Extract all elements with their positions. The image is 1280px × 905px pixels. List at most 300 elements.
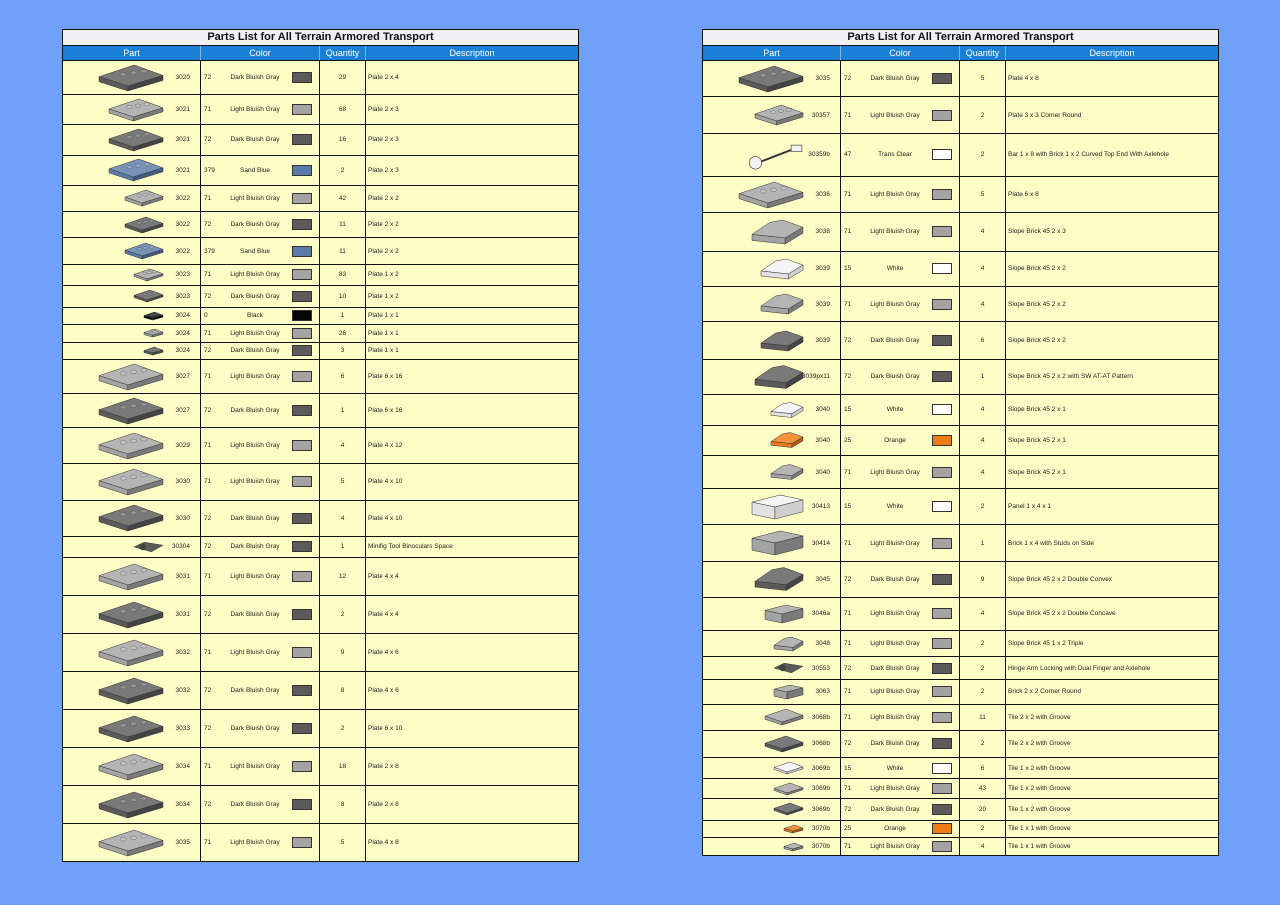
description-cell: Plate 2 x 2 <box>368 247 399 255</box>
color-cell <box>841 134 960 176</box>
parts-list-sheet-right <box>702 29 1219 856</box>
color-name: Light Bluish Gray <box>870 843 920 851</box>
table-row <box>63 710 578 748</box>
color-swatch <box>292 541 312 552</box>
description-cell: Slope Brick 45 2 x 2 <box>1008 300 1066 308</box>
color-cell <box>201 308 320 325</box>
color-swatch <box>932 841 952 852</box>
quantity-cell: 4 <box>960 395 1006 424</box>
color-cell <box>201 786 320 823</box>
table-row <box>703 705 1218 732</box>
parts-table-body <box>63 61 578 861</box>
part-number: 3022 <box>175 194 190 202</box>
quantity-cell: 2 <box>320 156 366 185</box>
part-thumbnail-icon <box>63 156 165 185</box>
color-cell <box>841 97 960 132</box>
color-swatch <box>932 299 952 310</box>
part-number: 3034 <box>175 801 190 809</box>
color-cell <box>841 598 960 630</box>
part-thumbnail-icon <box>63 394 165 427</box>
color-name: White <box>886 764 904 772</box>
color-name: Trans Clear <box>878 151 912 159</box>
color-swatch <box>292 837 312 848</box>
description-cell: Plate 2 x 8 <box>368 801 399 809</box>
part-number: 3024 <box>175 329 190 337</box>
part-cell <box>63 537 201 557</box>
part-cell <box>703 61 841 96</box>
quantity-cell: 2 <box>960 731 1006 757</box>
part-number: 30553 <box>811 664 830 672</box>
part-number: 3033 <box>175 725 190 733</box>
color-id: 72 <box>204 611 212 619</box>
color-id: 71 <box>204 106 212 114</box>
part-number: 3020 <box>175 74 190 82</box>
color-cell <box>841 287 960 321</box>
color-name: Dark Bluish Gray <box>230 801 280 809</box>
table-row <box>63 212 578 238</box>
color-name: White <box>886 265 904 273</box>
description-cell: Slope Brick 45 2 x 1 <box>1008 436 1066 444</box>
color-cell <box>841 821 960 838</box>
color-swatch <box>292 723 312 734</box>
quantity-cell: 1 <box>960 360 1006 394</box>
table-row <box>63 428 578 464</box>
description-cell: Slope Brick 45 2 x 1 <box>1008 406 1066 414</box>
table-row <box>63 596 578 634</box>
part-cell <box>63 186 201 211</box>
part-number: 3021 <box>175 166 190 174</box>
color-name: Light Bluish Gray <box>870 468 920 476</box>
color-swatch <box>292 761 312 772</box>
part-thumbnail-icon <box>703 657 805 679</box>
quantity-cell: 3 <box>320 343 366 360</box>
part-number: 3068b <box>811 740 830 748</box>
color-name: Dark Bluish Gray <box>230 725 280 733</box>
table-row <box>63 125 578 155</box>
color-cell <box>201 596 320 633</box>
description-cell: Plate 2 x 4 <box>368 74 399 82</box>
color-swatch <box>932 435 952 446</box>
table-row <box>703 360 1218 395</box>
part-number: 3039 <box>815 265 830 273</box>
part-thumbnail-icon <box>703 758 805 779</box>
part-cell <box>63 501 201 536</box>
part-cell <box>63 634 201 671</box>
color-id: 15 <box>844 406 852 414</box>
color-swatch <box>292 647 312 658</box>
part-number: 3030 <box>175 478 190 486</box>
description-cell: Plate 4 x 10 <box>368 514 403 522</box>
part-number: 3024 <box>175 312 190 320</box>
description-cell: Plate 4 x 4 <box>368 611 399 619</box>
part-cell <box>63 238 201 263</box>
part-number: 3030 <box>175 514 190 522</box>
table-row <box>703 97 1218 133</box>
part-thumbnail-icon <box>703 252 805 286</box>
color-swatch <box>292 72 312 83</box>
color-cell <box>201 186 320 211</box>
part-thumbnail-icon <box>703 395 805 424</box>
quantity-cell: 2 <box>320 710 366 747</box>
color-cell <box>841 631 960 657</box>
color-name: White <box>886 503 904 511</box>
description-cell: Plate 2 x 3 <box>368 166 399 174</box>
color-name: Dark Bluish Gray <box>230 74 280 82</box>
color-swatch <box>292 440 312 451</box>
part-cell <box>703 731 841 757</box>
part-cell <box>703 395 841 424</box>
description-cell: Plate 6 x 16 <box>368 407 403 415</box>
quantity-cell: 6 <box>960 322 1006 358</box>
table-row <box>703 731 1218 758</box>
color-id: 71 <box>204 442 212 450</box>
color-swatch <box>292 219 312 230</box>
quantity-cell: 2 <box>960 680 1006 704</box>
part-thumbnail-icon <box>63 95 165 124</box>
color-id: 71 <box>844 785 852 793</box>
description-cell: Tile 1 x 2 with Groove <box>1008 764 1071 772</box>
table-row <box>63 824 578 861</box>
color-id: 0 <box>204 312 208 320</box>
color-id: 71 <box>844 843 852 851</box>
part-cell <box>703 562 841 596</box>
part-cell <box>63 212 201 237</box>
part-thumbnail-icon <box>63 61 165 94</box>
part-thumbnail-icon <box>703 134 805 176</box>
color-swatch <box>932 686 952 697</box>
table-row <box>63 394 578 428</box>
description-cell: Slope Brick 45 2 x 1 <box>1008 468 1066 476</box>
part-cell <box>703 252 841 286</box>
description-cell: Plate 6 x 10 <box>368 725 403 733</box>
part-number: 3040 <box>815 406 830 414</box>
part-number: 3069b <box>811 764 830 772</box>
color-id: 72 <box>204 543 212 551</box>
color-swatch <box>932 404 952 415</box>
description-cell: Plate 2 x 2 <box>368 194 399 202</box>
color-swatch <box>932 189 952 200</box>
part-thumbnail-icon <box>703 705 805 731</box>
quantity-cell: 1 <box>320 537 366 557</box>
color-cell <box>201 394 320 427</box>
color-cell <box>201 428 320 463</box>
color-name: Dark Bluish Gray <box>230 292 280 300</box>
quantity-cell: 12 <box>320 558 366 595</box>
header-part: Part <box>63 46 201 60</box>
quantity-cell: 2 <box>320 596 366 633</box>
part-number: 3031 <box>175 611 190 619</box>
quantity-cell: 9 <box>960 562 1006 596</box>
part-cell <box>63 286 201 306</box>
color-id: 72 <box>844 337 852 345</box>
description-cell: Plate 4 x 4 <box>368 573 399 581</box>
description-cell: Plate 6 x 8 <box>1008 191 1039 199</box>
part-cell <box>63 325 201 342</box>
quantity-cell: 9 <box>320 634 366 671</box>
part-thumbnail-icon <box>63 360 165 393</box>
table-row <box>703 680 1218 705</box>
description-cell: Tile 2 x 2 with Groove <box>1008 713 1071 721</box>
part-cell <box>703 631 841 657</box>
part-thumbnail-icon <box>63 596 165 633</box>
part-cell <box>63 428 201 463</box>
color-swatch <box>932 110 952 121</box>
color-id: 71 <box>204 373 212 381</box>
table-row <box>703 799 1218 821</box>
quantity-cell: 1 <box>960 525 1006 561</box>
part-thumbnail-icon <box>63 672 165 709</box>
column-header-row <box>703 46 1218 61</box>
part-number: 30414 <box>811 539 830 547</box>
color-cell <box>841 252 960 286</box>
part-number: 3021 <box>175 106 190 114</box>
part-number: 3034 <box>175 763 190 771</box>
part-number: 30413 <box>811 503 830 511</box>
table-row <box>703 456 1218 489</box>
color-swatch <box>932 371 952 382</box>
color-swatch <box>292 609 312 620</box>
table-row <box>63 748 578 786</box>
part-number: 3024 <box>175 347 190 355</box>
color-name: Dark Bluish Gray <box>230 514 280 522</box>
part-thumbnail-icon <box>703 287 805 321</box>
color-name: Dark Bluish Gray <box>870 575 920 583</box>
color-id: 71 <box>844 300 852 308</box>
quantity-cell: 4 <box>320 501 366 536</box>
part-number: 3035 <box>815 75 830 83</box>
color-cell <box>841 705 960 731</box>
header-part: Part <box>703 46 841 60</box>
part-number: 3046a <box>811 610 830 618</box>
quantity-cell: 2 <box>960 631 1006 657</box>
quantity-cell: 68 <box>320 95 366 124</box>
description-cell: Plate 4 x 10 <box>368 478 403 486</box>
part-cell <box>63 95 201 124</box>
part-thumbnail-icon <box>703 213 805 250</box>
description-cell: Plate 3 x 3 Corner Round <box>1008 111 1082 119</box>
color-cell <box>841 61 960 96</box>
color-cell <box>201 360 320 393</box>
description-cell: Plate 1 x 2 <box>368 292 399 300</box>
color-swatch <box>292 571 312 582</box>
color-id: 71 <box>204 271 212 279</box>
part-cell <box>63 265 201 285</box>
part-thumbnail-icon <box>703 562 805 596</box>
table-row <box>703 779 1218 799</box>
color-swatch <box>932 783 952 794</box>
part-cell <box>703 838 841 855</box>
part-thumbnail-icon <box>703 598 805 630</box>
table-row <box>63 343 578 361</box>
color-id: 72 <box>204 801 212 809</box>
part-cell <box>703 489 841 523</box>
part-number: 30359b <box>808 151 830 159</box>
description-cell: Plate 1 x 2 <box>368 271 399 279</box>
color-id: 71 <box>204 763 212 771</box>
header-color: Color <box>841 46 960 60</box>
quantity-cell: 6 <box>320 360 366 393</box>
color-swatch <box>292 193 312 204</box>
color-cell <box>201 238 320 263</box>
table-row <box>703 838 1218 855</box>
table-row <box>63 501 578 537</box>
color-name: Light Bluish Gray <box>230 839 280 847</box>
color-id: 72 <box>844 805 852 813</box>
part-thumbnail-icon <box>703 177 805 212</box>
color-name: Light Bluish Gray <box>870 785 920 793</box>
header-quantity: Quantity <box>960 46 1006 60</box>
part-cell <box>63 394 201 427</box>
color-cell <box>201 672 320 709</box>
color-cell <box>841 779 960 798</box>
table-row <box>63 537 578 558</box>
color-name: Dark Bluish Gray <box>230 543 280 551</box>
description-cell: Plate 2 x 3 <box>368 106 399 114</box>
part-cell <box>63 710 201 747</box>
sheet-title: Parts List for All Terrain Armored Transport <box>63 30 578 46</box>
table-row <box>703 213 1218 251</box>
color-name: Light Bluish Gray <box>230 763 280 771</box>
header-description: Description <box>449 48 495 58</box>
color-swatch <box>932 738 952 749</box>
color-id: 72 <box>204 347 212 355</box>
part-cell <box>703 705 841 731</box>
table-row <box>703 657 1218 680</box>
table-row <box>63 61 578 95</box>
part-thumbnail-icon <box>63 464 165 499</box>
color-name: Dark Bluish Gray <box>870 75 920 83</box>
part-number: 3021 <box>175 136 190 144</box>
part-cell <box>703 426 841 455</box>
quantity-cell: 6 <box>960 758 1006 779</box>
table-row <box>63 672 578 710</box>
color-name: Dark Bluish Gray <box>870 373 920 381</box>
part-cell <box>703 213 841 250</box>
part-thumbnail-icon <box>63 308 165 325</box>
color-name: Light Bluish Gray <box>870 640 920 648</box>
color-swatch <box>932 763 952 774</box>
table-row <box>63 156 578 186</box>
part-cell <box>703 779 841 798</box>
quantity-cell: 4 <box>960 287 1006 321</box>
color-cell <box>841 322 960 358</box>
color-id: 72 <box>204 136 212 144</box>
quantity-cell: 4 <box>960 838 1006 855</box>
color-swatch <box>932 501 952 512</box>
part-thumbnail-icon <box>63 748 165 785</box>
header-color: Color <box>201 46 320 60</box>
description-cell: Brick 2 x 2 Corner Round <box>1008 688 1081 696</box>
part-thumbnail-icon <box>703 631 805 657</box>
quantity-cell: 8 <box>320 786 366 823</box>
color-swatch <box>932 804 952 815</box>
color-swatch <box>292 345 312 356</box>
quantity-cell: 2 <box>960 97 1006 132</box>
quantity-cell: 5 <box>320 824 366 861</box>
color-id: 71 <box>844 191 852 199</box>
table-row <box>63 186 578 212</box>
color-id: 15 <box>844 503 852 511</box>
color-swatch <box>932 467 952 478</box>
description-cell: Plate 1 x 1 <box>368 329 399 337</box>
quantity-cell: 1 <box>320 394 366 427</box>
table-row <box>703 758 1218 780</box>
color-name: Dark Bluish Gray <box>230 407 280 415</box>
color-swatch <box>292 513 312 524</box>
color-id: 71 <box>204 839 212 847</box>
part-number: 3039px11 <box>801 373 830 381</box>
part-number: 3032 <box>175 687 190 695</box>
color-name: Black <box>247 312 263 320</box>
color-name: Dark Bluish Gray <box>230 611 280 619</box>
part-cell <box>703 287 841 321</box>
color-swatch <box>932 73 952 84</box>
quantity-cell: 2 <box>960 489 1006 523</box>
part-number: 3039 <box>815 300 830 308</box>
description-cell: Tile 1 x 1 with Groove <box>1008 843 1071 851</box>
color-cell <box>841 799 960 820</box>
table-row <box>703 322 1218 359</box>
part-number: 30304 <box>171 543 190 551</box>
description-cell: Slope Brick 45 2 x 2 Double Convex <box>1008 575 1113 583</box>
color-cell <box>841 177 960 212</box>
table-row <box>63 286 578 307</box>
color-name: Light Bluish Gray <box>230 373 280 381</box>
table-row <box>703 821 1218 839</box>
part-thumbnail-icon <box>63 286 165 306</box>
color-swatch <box>932 608 952 619</box>
part-thumbnail-icon <box>703 799 805 820</box>
color-cell <box>841 838 960 855</box>
part-thumbnail-icon <box>703 779 805 798</box>
column-header-row <box>63 46 578 61</box>
color-swatch <box>292 799 312 810</box>
part-number: 3023 <box>175 292 190 300</box>
quantity-cell: 1 <box>320 308 366 325</box>
color-cell <box>201 748 320 785</box>
color-name: Light Bluish Gray <box>870 688 920 696</box>
part-cell <box>63 343 201 360</box>
part-thumbnail-icon <box>63 325 165 342</box>
quantity-cell: 2 <box>960 821 1006 838</box>
description-cell: Hinge Arm Locking with Dual Finger and Axlehole <box>1008 664 1151 672</box>
description-cell: Plate 4 x 6 <box>368 649 399 657</box>
part-number: 3022 <box>175 221 190 229</box>
part-number: 3040 <box>815 468 830 476</box>
table-row <box>703 395 1218 425</box>
color-id: 71 <box>844 640 852 648</box>
color-swatch <box>932 574 952 585</box>
color-id: 71 <box>844 228 852 236</box>
table-row <box>63 238 578 264</box>
description-cell: Slope Brick 45 2 x 3 <box>1008 228 1066 236</box>
color-id: 71 <box>844 111 852 119</box>
quantity-cell: 10 <box>320 286 366 306</box>
part-thumbnail-icon <box>703 426 805 455</box>
table-row <box>63 325 578 343</box>
part-cell <box>703 177 841 212</box>
header-quantity: Quantity <box>320 46 366 60</box>
color-id: 15 <box>844 265 852 273</box>
part-thumbnail-icon <box>63 786 165 823</box>
color-id: 71 <box>204 573 212 581</box>
color-cell <box>841 758 960 779</box>
quantity-cell: 11 <box>320 212 366 237</box>
color-cell <box>841 680 960 704</box>
color-swatch <box>292 291 312 302</box>
color-name: Light Bluish Gray <box>870 111 920 119</box>
color-cell <box>841 395 960 424</box>
